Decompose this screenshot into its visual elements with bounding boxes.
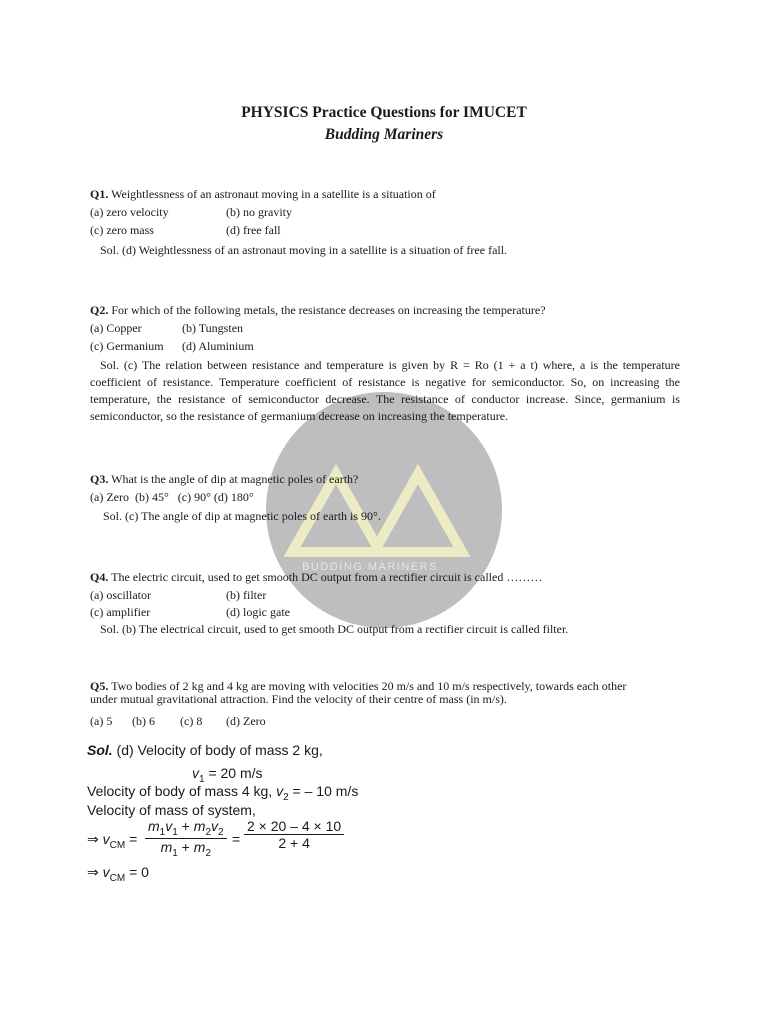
q5-fraction-numeric (244, 818, 344, 851)
q1-question (90, 186, 436, 203)
page-subtitle: Budding Mariners (324, 126, 444, 143)
q5-result-value: = 0 (125, 864, 149, 880)
q5-label: Q5. (90, 679, 109, 693)
q4-option-b: (b) filter (226, 588, 267, 602)
q3-solution: Sol. (c) The angle of dip at magnetic poles of earth is 90°. (103, 509, 381, 523)
q4-question (90, 569, 542, 586)
q3-question (90, 471, 358, 488)
q2-solution: Sol. (c) The relation between resistance and temperature is given by R = Ro (1 + a t) where, a is the temperature coefficient of resistance. Temperature coefficient of resistance is negative for semiconductor. So, on increasing the temperature, the resistance of semiconductor decrease. The resistance of conductor increase. Since, germanium is semiconductor, so the resistance of germanium decrease on increasing the temperature. (90, 358, 680, 423)
q5-v2-value: = – 10 m/s (288, 783, 359, 799)
q5-frac2-denominator: 2 + 4 (278, 835, 310, 851)
q5-text: Two bodies of 2 kg and 4 kg are moving with velocities 20 m/s and 10 m/s respectively, towards each other (108, 679, 627, 693)
q5-option-a: (a) 5 (90, 714, 113, 728)
page-title: PHYSICS Practice Questions for IMUCET (241, 104, 527, 121)
q1-option-c: (c) zero mass (90, 223, 154, 237)
q2-question (90, 302, 546, 319)
q3-label: Q3. (90, 472, 109, 486)
q1-solution: Sol. (d) Weightlessness of an astronaut moving in a satellite is a situation of free fall. (100, 243, 508, 257)
q5-vcm-lhs: ⇒ $v_{CM}$ = (87, 831, 138, 851)
q5-frac2-numerator: 2 × 20 – 4 × 10 (247, 818, 342, 834)
q5-equals: = (232, 831, 241, 847)
q4-option-d: (d) logic gate (226, 605, 290, 619)
q5-option-b: (b) 6 (132, 714, 155, 728)
q4-option-c: (c) amplifier (90, 605, 151, 619)
q5-solution-line3: Velocity of body of mass 4 kg, $v_2$ = – 10 m/s (87, 783, 359, 803)
q2-option-c: (c) Germanium (90, 339, 164, 353)
q5-v1-value: = 20 m/s (204, 765, 263, 781)
q2-option-b: (b) Tungsten (182, 321, 244, 335)
q3-text: What is the angle of dip at magnetic poles of earth? (108, 472, 359, 486)
q1-option-d: (d) free fall (226, 223, 281, 237)
q5-frac1-denominator: $m_1 + m_2$ (160, 838, 211, 859)
q5-question-line2: under mutual gravitational attraction. Find the velocity of their centre of mass (in m/s). (90, 692, 507, 706)
q5-v1-equation: $v_1 = 20$ m/s (192, 765, 263, 785)
q2-label: Q2. (90, 303, 109, 317)
q4-option-a: (a) oscillator (90, 588, 151, 602)
q4-label: Q4. (90, 570, 109, 584)
q5-option-d: (d) Zero (226, 714, 266, 728)
q1-text: Weightlessness of an astronaut moving in a satellite is a situation of (108, 187, 436, 201)
q5-result: ⇒ $v_{CM} = 0$ (87, 864, 149, 884)
q2-option-a: (a) Copper (90, 321, 142, 335)
q5-frac1-numerator: $m_1v_1 + m_2v_2$ (148, 818, 224, 838)
q5-sol-label: Sol. (87, 742, 113, 758)
q5-option-c: (c) 8 (180, 714, 203, 728)
q4-text: The electric circuit, used to get smooth DC output from a rectifier circuit is called ……… (108, 570, 543, 584)
q5-sol-text1: (d) Velocity of body of mass 2 kg, (112, 742, 323, 758)
watermark-text: BUDDING MARINERS (302, 561, 438, 573)
q2-text: For which of the following metals, the resistance decreases on increasing the temperature? (108, 303, 546, 317)
q5-sol-text3: Velocity of body of mass 4 kg, (87, 783, 277, 799)
q5-solution-line4: Velocity of mass of system, (87, 802, 256, 818)
q5-solution-line1 (87, 742, 323, 758)
q5-fraction-symbolic (145, 818, 227, 859)
q2-option-d: (d) Aluminium (182, 339, 254, 353)
q3-options: (a) Zero (b) 45° (c) 90° (d) 180° (90, 490, 254, 504)
q4-solution: Sol. (b) The electrical circuit, used to get smooth DC output from a rectifier circuit is called filter. (100, 622, 569, 636)
q1-option-b: (b) no gravity (226, 205, 292, 219)
q1-label: Q1. (90, 187, 109, 201)
q1-option-a: (a) zero velocity (90, 205, 169, 219)
